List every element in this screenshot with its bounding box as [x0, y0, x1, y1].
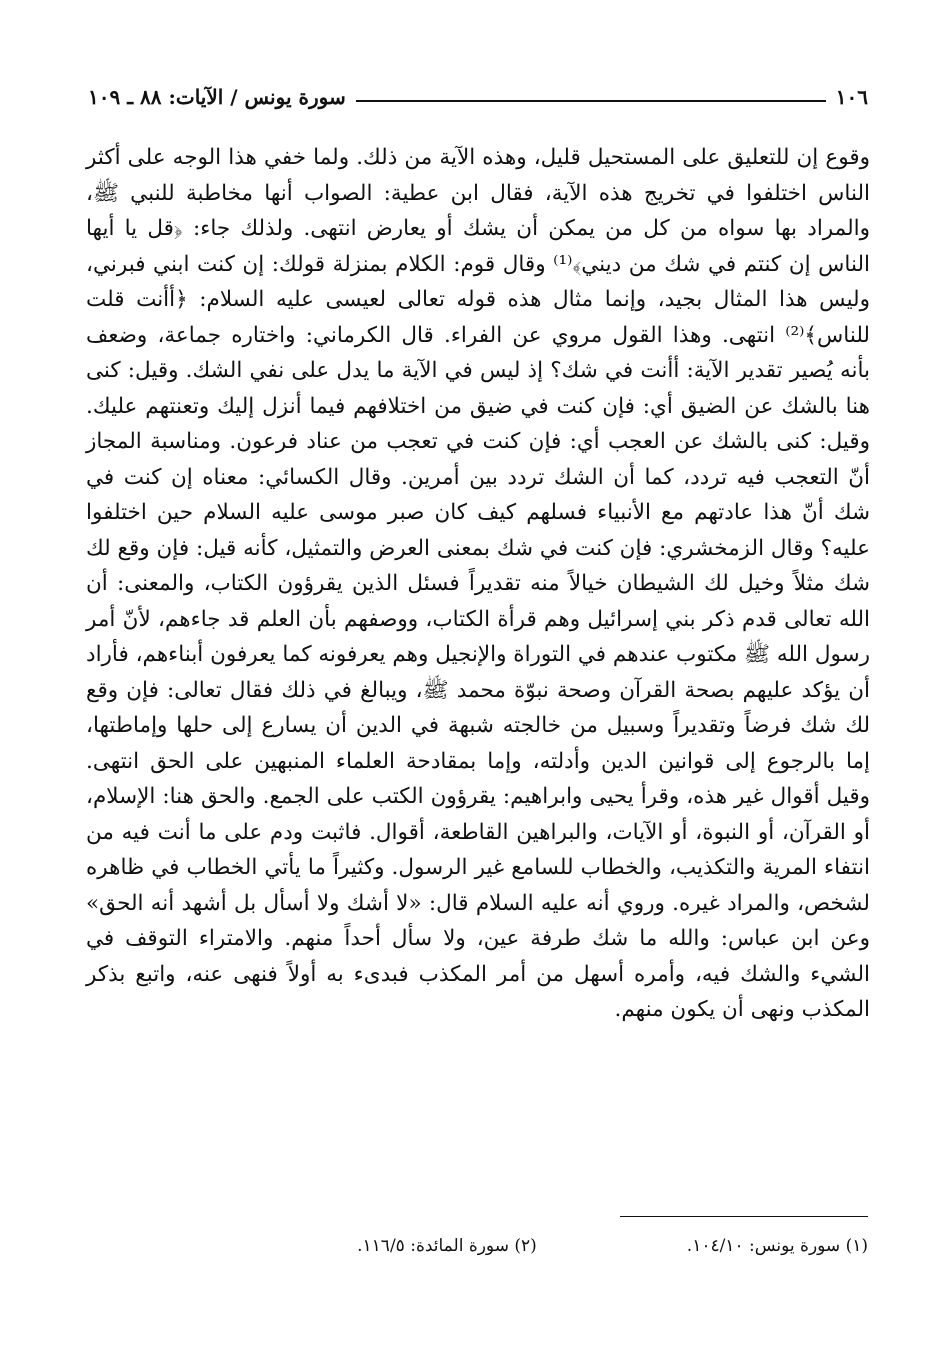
page-number: ١٠٦: [835, 85, 868, 109]
body-text: [86, 140, 870, 1028]
page-header: [88, 82, 868, 112]
body-paragraph: وقوع إن للتعليق على المستحيل قليل، وهذه الآية من ذلك. ولما خفي هذا الوجه على أكثر الناس اختلفوا في تخريج هذه الآية، فقال ابن عطية: الصواب أنها مخاطبة للنبي ﷺ، والمراد بها سواه من كل من يمكن أن يشك أو يعارض انتهى. ولذلك جاء: ﴿قل يا أيها الناس إن كنتم في شك من ديني﴾⁽¹⁾ وقال قوم: الكلام بمنزلة قولك: إن كنت ابني فبرني، وليس هذا المثال بجيد، وإنما مثال هذه قوله تعالى لعيسى عليه السلام: ﴿أأنت قلت للناس﴾⁽²⁾ انتهى. وهذا القول مروي عن الفراء. قال الكرماني: واختاره جماعة، وضعف بأنه يُصير تقدير الآية: أأنت في شك؟ إذ ليس في الآية ما يدل على نفي الشك. وقيل: كنى هنا بالشك عن الضيق أي: فإن كنت في ضيق من اختلافهم فيما أنزل إليك وتعنتهم عليك. وقيل: كنى بالشك عن العجب أي: فإن كنت في تعجب من عناد فرعون. ومناسبة المجاز أنّ التعجب فيه تردد، كما أن الشك تردد بين أمرين. وقال الكسائي: معناه إن كنت في شك أنّ هذا عادتهم مع الأنبياء فسلهم كيف كان صبر موسى عليه السلام حين اختلفوا عليه؟ وقال الزمخشري: فإن كنت في شك بمعنى العرض والتمثيل، كأنه قيل: فإن وقع لك شك مثلاً وخيل لك الشيطان خيالاً منه تقديراً فسئل الذين يقرؤون الكتاب، والمعنى: أن الله تعالى قدم ذكر بني إسرائيل وهم قرأة الكتاب، ووصفهم بأن العلم قد جاءهم، لأنّ أمر رسول الله ﷺ مكتوب عندهم في التوراة والإنجيل وهم يعرفونه كما يعرفون أبناءهم، فأراد أن يؤكد عليهم بصحة القرآن وصحة نبوّة محمد ﷺ، ويبالغ في ذلك فقال تعالى: فإن وقع لك شك فرضاً وتقديراً وسبيل من خالجته شبهة في الدين أن يسارع إلى حلها وإماطتها، إما بالرجوع إلى قوانين الدين وأدلته، وإما بمقادحة العلماء المنبهين على الحق انتهى. وقيل أقوال غير هذه، وقرأ يحيى وابراهيم: يقرؤون الكتب على الجمع. والحق هنا: الإسلام، أو القرآن، أو النبوة، أو الآيات، والبراهين القاطعة، أقوال. فاثبت ودم على ما أنت فيه من انتفاء المرية والتكذيب، والخطاب للسامع غير الرسول. وكثيراً ما يأتي الخطاب في ظاهره لشخص، والمراد غيره. وروي أنه عليه السلام قال: «لا أشك ولا أسأل بل أشهد أنه الحق» وعن ابن عباس: والله ما شك طرفة عين، ولا سأل أحداً منهم. والامتراء التوقف في الشيء والشك فيه، وأمره أسهل من أمر المكذب فبدىء به أولاً فنهى عنه، واتبع بذكر المكذب ونهى أن يكون منهم.: [86, 145, 870, 1022]
footnote-1: (١) سورة يونس: ١٠٤/١٠.: [686, 1236, 868, 1256]
footnote-2: (٢) سورة المائدة: ١١٦/٥.: [357, 1236, 537, 1256]
running-title: سورة يونس / الآيات: ٨٨ ـ ١٠٩: [88, 85, 346, 109]
footnote-separator: [620, 1216, 868, 1217]
footnotes: [200, 1232, 868, 1260]
header-rule: [356, 100, 826, 102]
